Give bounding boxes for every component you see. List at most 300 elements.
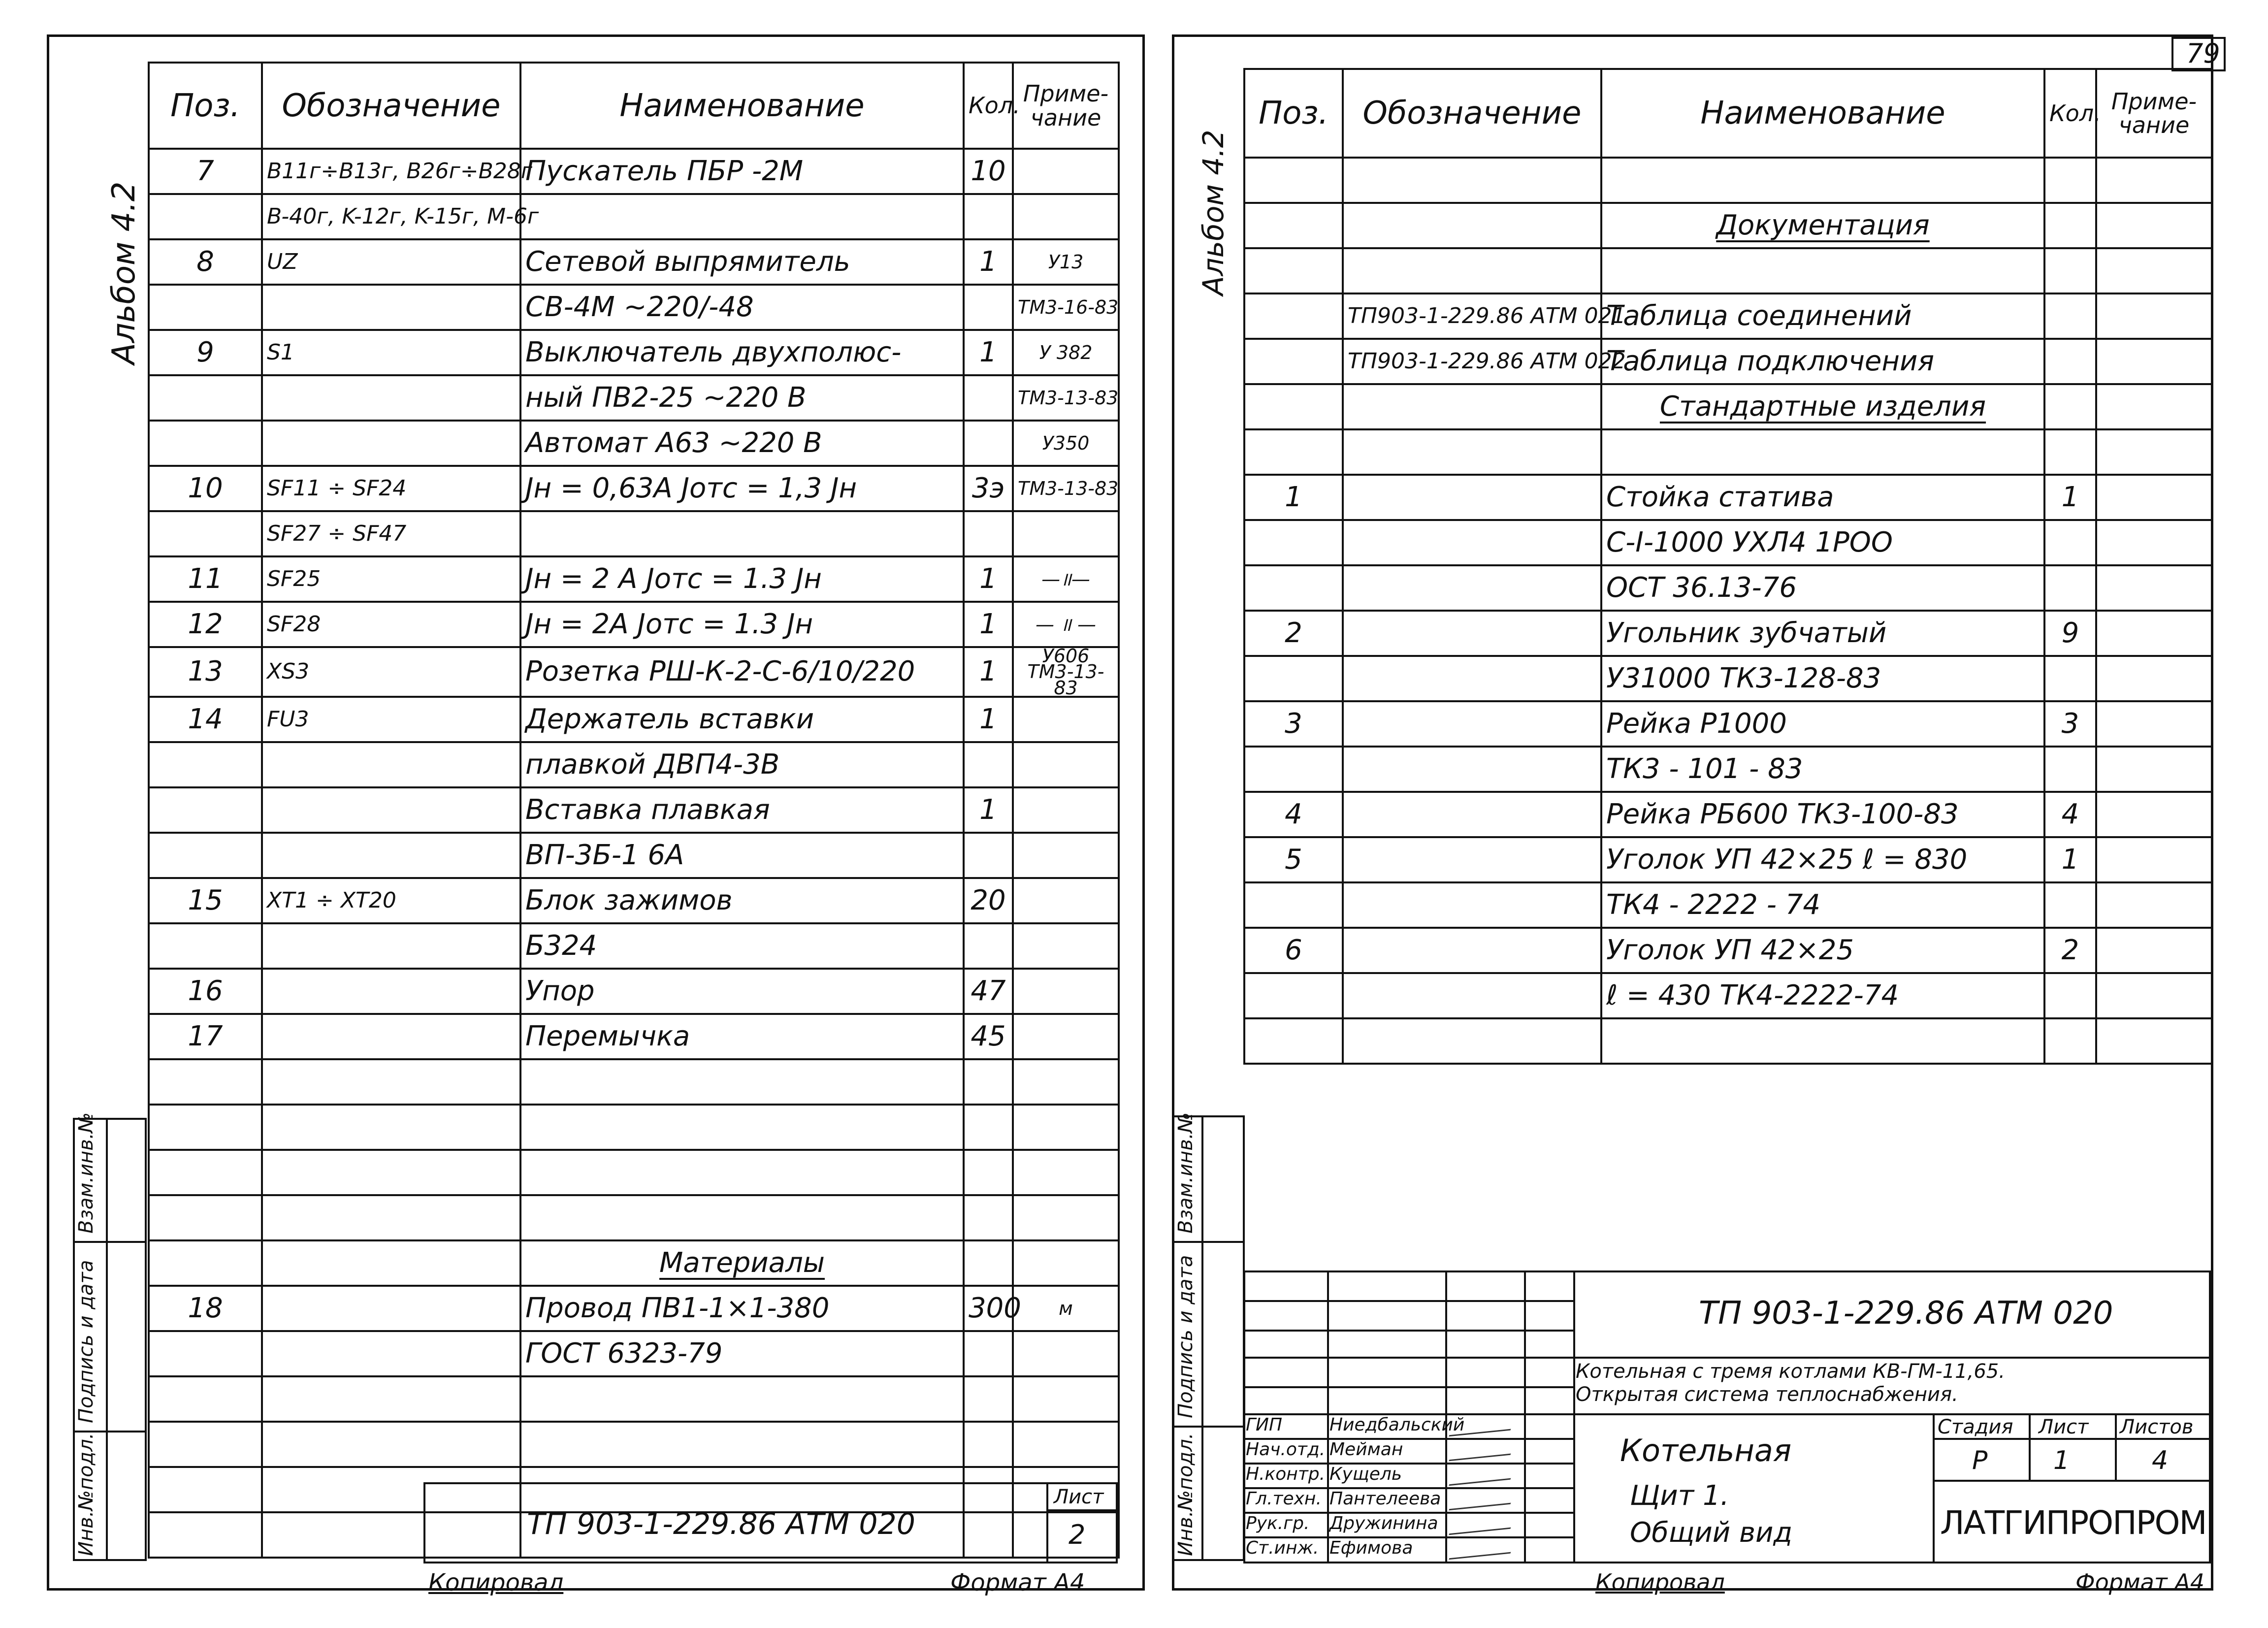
cell-qty: 45	[964, 1014, 1013, 1059]
table-row	[149, 1376, 1119, 1422]
cell-designation	[262, 1195, 520, 1240]
cell-pos	[149, 742, 262, 787]
cell-designation	[1343, 475, 1601, 520]
cell-qty	[2044, 203, 2096, 248]
cell-qty	[2044, 882, 2096, 928]
cell-name: Пускатель ПБР -2М	[520, 149, 964, 194]
table-row	[1244, 1018, 2212, 1064]
page-number: 79	[2186, 38, 2220, 69]
cell-name: Jн = 0,63А Jотс = 1,3 Jн	[520, 466, 964, 511]
cell-designation	[1343, 656, 1601, 701]
right-spec-table	[1243, 68, 2213, 1065]
cell-note	[2096, 747, 2212, 792]
tb-person-role: Рук.гр.	[1246, 1513, 1310, 1533]
cell-qty	[2044, 656, 2096, 701]
table-row	[149, 878, 1119, 923]
cell-name	[520, 1376, 964, 1422]
table-row	[149, 742, 1119, 787]
cell-designation	[1343, 203, 1601, 248]
cell-qty	[964, 1422, 1013, 1467]
cell-pos	[149, 1240, 262, 1286]
cell-pos	[149, 923, 262, 969]
table-row	[149, 330, 1119, 375]
cell-designation	[262, 1105, 520, 1150]
cell-qty	[964, 375, 1013, 421]
cell-pos: 5	[1244, 837, 1343, 882]
cell-note: У 382	[1013, 330, 1119, 375]
cell-pos	[1244, 203, 1343, 248]
header-designation: Обозначение	[262, 63, 520, 149]
cell-name: СВ-4М ~220/-48	[520, 285, 964, 330]
table-row	[149, 1331, 1119, 1376]
tb-h0	[1243, 1300, 1573, 1302]
cell-note	[2096, 973, 2212, 1018]
tb-person-name: Ниедбальский	[1329, 1415, 1465, 1435]
cell-note	[1013, 1376, 1119, 1422]
cell-pos	[149, 285, 262, 330]
cell-designation	[262, 1422, 520, 1467]
cell-designation	[262, 1059, 520, 1105]
cell-qty	[964, 421, 1013, 466]
cell-pos: 6	[1244, 928, 1343, 973]
cell-designation	[1343, 384, 1601, 429]
cell-name	[1601, 248, 2044, 293]
tb-title-2: Щит 1.	[1630, 1480, 1729, 1512]
table-row	[149, 1014, 1119, 1059]
cell-qty	[964, 1059, 1013, 1105]
cell-qty	[964, 1195, 1013, 1240]
cell-qty	[964, 194, 1013, 239]
table-row	[149, 647, 1119, 697]
cell-name: ОСТ 36.13-76	[1601, 565, 2044, 611]
cell-designation: SF28	[262, 602, 520, 647]
cell-name	[520, 1150, 964, 1195]
cell-qty: 3	[2044, 701, 2096, 747]
right-copied: Копировал	[1595, 1569, 1725, 1595]
cell-pos	[149, 1195, 262, 1240]
tb-person-role: Нач.отд.	[1246, 1439, 1326, 1460]
cell-note: У13	[1013, 239, 1119, 285]
tb-v4	[1573, 1270, 1575, 1563]
cell-designation	[262, 923, 520, 969]
cell-qty	[2044, 339, 2096, 384]
cell-pos: 10	[149, 466, 262, 511]
right-format: Формат А4	[2075, 1569, 2204, 1595]
cell-name: Угольник зубчатый	[1601, 611, 2044, 656]
table-row	[1244, 293, 2212, 339]
left-side-divider-v	[106, 1118, 108, 1561]
tb-title-3: Общий вид	[1630, 1517, 1793, 1549]
cell-note	[1013, 1150, 1119, 1195]
cell-designation	[262, 421, 520, 466]
cell-name: ВП-3Б-1 6А	[520, 833, 964, 878]
tb-code: ТП 903-1-229.86 АТМ 020	[1699, 1295, 2113, 1332]
cell-name: Провод ПВ1-1×1-380	[520, 1286, 964, 1331]
cell-note	[2096, 611, 2212, 656]
table-row	[149, 1105, 1119, 1150]
header-designation: Обозначение	[1343, 69, 1601, 158]
left-header-row	[149, 63, 1119, 149]
tb-person-name: Мейман	[1329, 1439, 1403, 1460]
cell-note	[2096, 429, 2212, 475]
cell-name: Рейка РБ600 ТК3-100-83	[1601, 792, 2044, 837]
tb-v6	[2029, 1413, 2031, 1480]
cell-qty	[2044, 293, 2096, 339]
tb-sheets: 4	[2152, 1446, 2169, 1475]
cell-qty	[2044, 520, 2096, 565]
cell-note	[1013, 1014, 1119, 1059]
tb-object: Котельная с тремя котлами КВ-ГМ-11,65.	[1576, 1360, 2005, 1383]
cell-note	[2096, 837, 2212, 882]
table-row	[149, 239, 1119, 285]
cell-designation	[1343, 565, 1601, 611]
cell-name: Блок зажимов	[520, 878, 964, 923]
cell-name: плавкой ДВП4-3В	[520, 742, 964, 787]
left-stamp-sep	[1046, 1482, 1048, 1563]
cell-note: —॥—	[1013, 556, 1119, 602]
cell-pos	[149, 787, 262, 833]
left-copied: Копировал	[428, 1569, 564, 1596]
tb-h3	[1243, 1386, 1573, 1388]
table-row	[1244, 928, 2212, 973]
cell-name: Б324	[520, 923, 964, 969]
table-row	[1244, 475, 2212, 520]
cell-qty: 20	[964, 878, 1013, 923]
cell-note	[1013, 1105, 1119, 1150]
cell-name: Jн = 2 А Jотс = 1.3 Jн	[520, 556, 964, 602]
cell-qty	[2044, 248, 2096, 293]
cell-designation	[262, 1331, 520, 1376]
cell-pos	[149, 511, 262, 556]
table-row	[1244, 158, 2212, 203]
tb-stage: Р	[1972, 1446, 1988, 1475]
left-side-label-replace: Взам.инв.№	[75, 1112, 97, 1234]
cell-designation	[262, 1286, 520, 1331]
cell-pos: 17	[149, 1014, 262, 1059]
cell-note	[2096, 475, 2212, 520]
cell-designation: B11г÷B13г, B26г÷B28г	[262, 149, 520, 194]
left-album-label: Альбом 4.2	[106, 181, 142, 364]
cell-designation: SF27 ÷ SF47	[262, 511, 520, 556]
tb-stage-label: Стадия	[1938, 1416, 2013, 1438]
tb-person-role: Гл.техн.	[1246, 1489, 1322, 1509]
cell-qty	[964, 923, 1013, 969]
right-side-divider-1	[1172, 1241, 1245, 1243]
header-qty: Кол.	[2044, 69, 2096, 158]
cell-qty: 1	[2044, 475, 2096, 520]
cell-name: ГОСТ 6323-79	[520, 1331, 964, 1376]
left-spec-table	[148, 62, 1120, 1559]
table-row	[149, 923, 1119, 969]
cell-name: Выключатель двухполюс-	[520, 330, 964, 375]
cell-designation: S1	[262, 330, 520, 375]
cell-designation	[262, 833, 520, 878]
cell-name: Материалы	[520, 1240, 964, 1286]
table-row	[149, 375, 1119, 421]
cell-name: Стандартные изделия	[1601, 384, 2044, 429]
cell-note: ТМ3-16-83	[1013, 285, 1119, 330]
cell-qty: 1	[964, 556, 1013, 602]
cell-note	[1013, 833, 1119, 878]
cell-name: Таблица подключения	[1601, 339, 2044, 384]
cell-name	[520, 1059, 964, 1105]
right-side-label-sign: Подпись и дата	[1174, 1255, 1197, 1418]
header-name: Наименование	[520, 63, 964, 149]
cell-name: ℓ = 430 ТК4-2222-74	[1601, 973, 2044, 1018]
cell-note	[1013, 149, 1119, 194]
cell-note	[2096, 1018, 2212, 1064]
cell-pos: 9	[149, 330, 262, 375]
cell-note	[2096, 203, 2212, 248]
cell-note	[1013, 742, 1119, 787]
cell-name: ТК3 - 101 - 83	[1601, 747, 2044, 792]
cell-name	[520, 1195, 964, 1240]
right-side-divider-2	[1172, 1426, 1245, 1428]
table-row	[149, 285, 1119, 330]
table-row	[1244, 973, 2212, 1018]
cell-pos	[1244, 1018, 1343, 1064]
cell-qty: 1	[964, 697, 1013, 742]
cell-pos	[1244, 293, 1343, 339]
cell-note	[1013, 1422, 1119, 1467]
tb-object-2: Открытая система теплоснабжения.	[1576, 1383, 1958, 1406]
cell-name: Автомат А63 ~220 В	[520, 421, 964, 466]
cell-qty	[964, 1240, 1013, 1286]
table-row	[149, 1059, 1119, 1105]
cell-name	[520, 194, 964, 239]
cell-designation	[262, 375, 520, 421]
cell-note	[1013, 878, 1119, 923]
cell-designation	[262, 1240, 520, 1286]
cell-pos: 15	[149, 878, 262, 923]
table-row	[1244, 656, 2212, 701]
cell-designation	[1343, 928, 1601, 973]
cell-pos: 11	[149, 556, 262, 602]
cell-designation	[262, 969, 520, 1014]
cell-pos: 7	[149, 149, 262, 194]
left-side-divider-1	[73, 1241, 147, 1243]
cell-name: ТК4 - 2222 - 74	[1601, 882, 2044, 928]
cell-pos	[149, 421, 262, 466]
cell-name: С-I-1000 УХЛ4 1РОО	[1601, 520, 2044, 565]
cell-pos	[1244, 656, 1343, 701]
cell-designation: SF25	[262, 556, 520, 602]
cell-note: У350	[1013, 421, 1119, 466]
cell-qty: 300	[964, 1286, 1013, 1331]
table-row	[149, 1150, 1119, 1195]
cell-note	[1013, 194, 1119, 239]
cell-pos	[149, 1422, 262, 1467]
cell-name: Упор	[520, 969, 964, 1014]
cell-pos	[149, 1376, 262, 1422]
cell-pos	[1244, 248, 1343, 293]
cell-qty	[2044, 747, 2096, 792]
cell-note	[2096, 158, 2212, 203]
table-row	[1244, 339, 2212, 384]
cell-designation: SF11 ÷ SF24	[262, 466, 520, 511]
cell-designation	[1343, 158, 1601, 203]
table-row	[1244, 611, 2212, 656]
tb-org: ЛАТГИПРОПРОМ	[1940, 1504, 2206, 1542]
cell-pos	[149, 1331, 262, 1376]
cell-pos: 16	[149, 969, 262, 1014]
cell-pos	[149, 194, 262, 239]
table-row	[149, 1195, 1119, 1240]
left-stamp-sheet-label: Лист	[1054, 1486, 1104, 1508]
cell-name: Держатель вставки	[520, 697, 964, 742]
cell-name: Стойка статива	[1601, 475, 2044, 520]
cell-note	[2096, 656, 2212, 701]
table-row	[149, 697, 1119, 742]
cell-note	[1013, 511, 1119, 556]
cell-note: м	[1013, 1286, 1119, 1331]
cell-note	[1013, 923, 1119, 969]
tb-person-name: Кущель	[1329, 1464, 1402, 1484]
table-row	[1244, 384, 2212, 429]
table-row	[149, 602, 1119, 647]
cell-designation	[1343, 701, 1601, 747]
cell-designation: ТП903-1-229.86 АТМ 021	[1343, 293, 1601, 339]
cell-name: Уголок УП 42×25 ℓ = 830	[1601, 837, 2044, 882]
table-row	[149, 833, 1119, 878]
cell-designation	[1343, 248, 1601, 293]
cell-note: У606 ТМ3-13-83	[1013, 647, 1119, 697]
cell-pos	[149, 375, 262, 421]
cell-qty: 1	[964, 647, 1013, 697]
cell-note: ТМ3-13-83	[1013, 466, 1119, 511]
cell-qty	[964, 1331, 1013, 1376]
cell-note	[1013, 1059, 1119, 1105]
cell-designation: UZ	[262, 239, 520, 285]
cell-pos	[1244, 520, 1343, 565]
cell-note	[2096, 248, 2212, 293]
cell-name	[520, 1422, 964, 1467]
cell-qty	[2044, 158, 2096, 203]
cell-qty	[964, 511, 1013, 556]
tb-sheet-label: Лист	[2039, 1416, 2089, 1438]
cell-designation	[262, 1376, 520, 1422]
cell-designation	[1343, 611, 1601, 656]
cell-designation	[1343, 429, 1601, 475]
table-row	[1244, 701, 2212, 747]
cell-designation	[1343, 747, 1601, 792]
cell-note	[2096, 882, 2212, 928]
cell-designation	[1343, 792, 1601, 837]
cell-pos: 13	[149, 647, 262, 697]
right-header-row	[1244, 69, 2212, 158]
cell-pos: 4	[1244, 792, 1343, 837]
cell-qty	[2044, 565, 2096, 611]
cell-name: Перемычка	[520, 1014, 964, 1059]
cell-name: Вставка плавкая	[520, 787, 964, 833]
cell-pos	[149, 1512, 262, 1558]
tb-v7	[2115, 1413, 2117, 1480]
cell-pos	[1244, 973, 1343, 1018]
tb-person-role: Ст.инж.	[1246, 1538, 1319, 1558]
cell-pos: 14	[149, 697, 262, 742]
cell-pos	[1244, 882, 1343, 928]
tb-v5	[1933, 1413, 1935, 1563]
cell-designation: XT1 ÷ XT20	[262, 878, 520, 923]
cell-pos: 3	[1244, 701, 1343, 747]
table-row	[149, 787, 1119, 833]
cell-qty: 4	[2044, 792, 2096, 837]
tb-v3	[1524, 1270, 1526, 1563]
tb-person-name: Пантелеева	[1329, 1489, 1441, 1509]
cell-qty: 1	[964, 239, 1013, 285]
right-side-divider-v	[1201, 1115, 1203, 1561]
cell-qty	[2044, 973, 2096, 1018]
cell-name: Jн = 2А Jотс = 1.3 Jн	[520, 602, 964, 647]
cell-qty: 10	[964, 149, 1013, 194]
cell-name: Рейка Р1000	[1601, 701, 2044, 747]
cell-name: Сетевой выпрямитель	[520, 239, 964, 285]
cell-note	[2096, 520, 2212, 565]
cell-pos	[1244, 429, 1343, 475]
cell-pos	[1244, 565, 1343, 611]
cell-qty	[2044, 1018, 2096, 1064]
cell-pos: 12	[149, 602, 262, 647]
cell-qty	[964, 285, 1013, 330]
tb-person-role: ГИП	[1246, 1415, 1283, 1435]
table-row	[1244, 747, 2212, 792]
tb-v1	[1327, 1270, 1329, 1563]
table-row	[1244, 520, 2212, 565]
tb-person-name: Ефимова	[1329, 1538, 1413, 1558]
cell-designation	[1343, 973, 1601, 1018]
cell-qty	[2044, 384, 2096, 429]
table-row	[149, 466, 1119, 511]
cell-designation: FU3	[262, 697, 520, 742]
cell-qty	[964, 1105, 1013, 1150]
right-album-label: Альбом 4.2	[1197, 130, 1230, 295]
cell-note	[1013, 969, 1119, 1014]
cell-qty	[2044, 429, 2096, 475]
cell-qty: 9	[2044, 611, 2096, 656]
cell-pos	[149, 1059, 262, 1105]
cell-pos: 1	[1244, 475, 1343, 520]
cell-pos	[149, 833, 262, 878]
cell-designation	[1343, 837, 1601, 882]
cell-pos: 2	[1244, 611, 1343, 656]
table-row	[149, 511, 1119, 556]
cell-name: Уголок УП 42×25	[1601, 928, 2044, 973]
table-row	[149, 969, 1119, 1014]
cell-note	[1013, 1195, 1119, 1240]
cell-qty: 3э	[964, 466, 1013, 511]
cell-note: ТМ3-13-83	[1013, 375, 1119, 421]
right-side-label-replace: Взам.инв.№	[1174, 1112, 1197, 1234]
cell-qty	[964, 1376, 1013, 1422]
left-format: Формат А4	[950, 1569, 1085, 1596]
cell-qty: 1	[964, 787, 1013, 833]
left-stamp-code: ТП 903-1-229.86 АТМ 020	[527, 1507, 915, 1541]
cell-name	[1601, 429, 2044, 475]
cell-qty: 1	[964, 330, 1013, 375]
cell-designation	[1343, 882, 1601, 928]
cell-designation: XS3	[262, 647, 520, 697]
cell-note	[2096, 565, 2212, 611]
cell-designation	[262, 742, 520, 787]
cell-designation	[1343, 520, 1601, 565]
tb-h6	[1933, 1480, 2211, 1482]
table-row	[149, 149, 1119, 194]
cell-qty: 2	[2044, 928, 2096, 973]
cell-name: Розетка РШ-К-2-С-6/10/220	[520, 647, 964, 697]
tb-title-1: Котельная	[1620, 1433, 1792, 1468]
table-row	[1244, 882, 2212, 928]
table-row	[149, 556, 1119, 602]
